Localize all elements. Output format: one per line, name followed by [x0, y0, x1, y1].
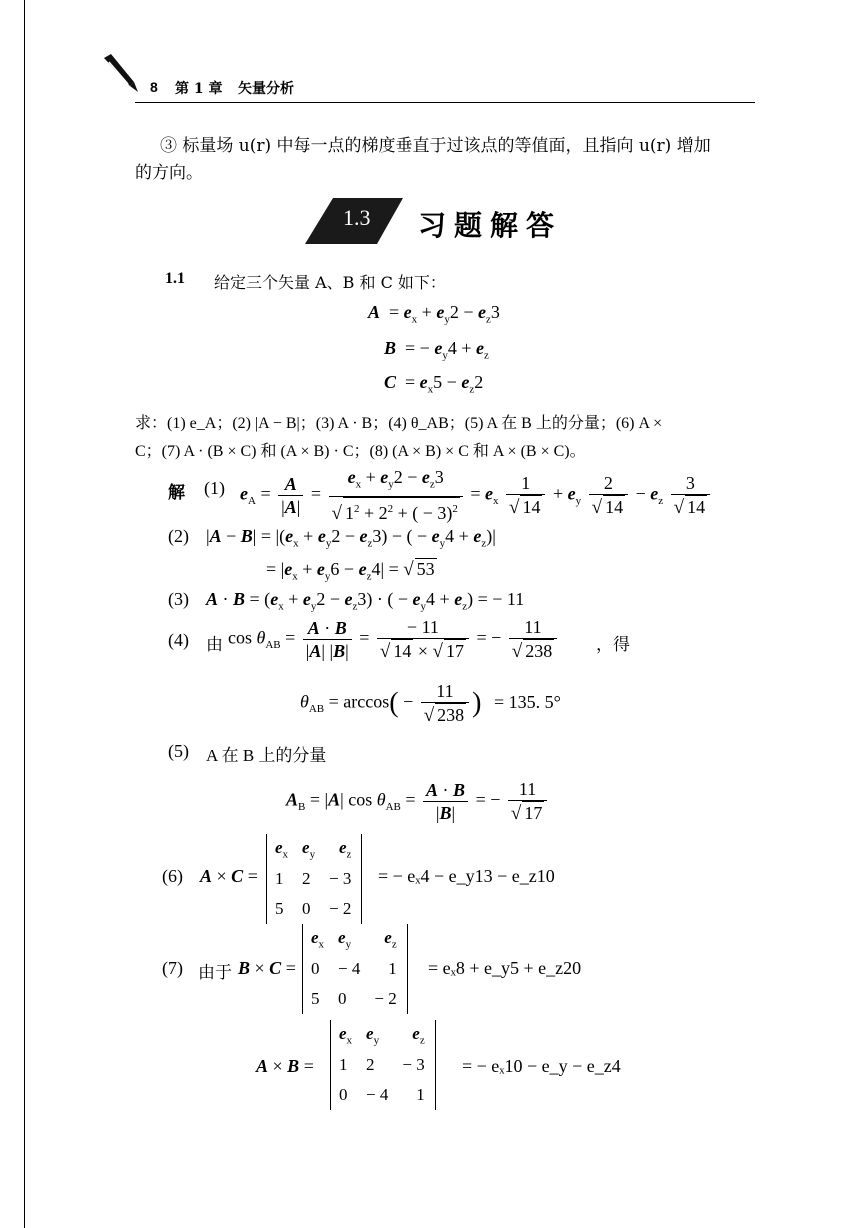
intro-line-1: ③ 标量场 u(r) 中每一点的梯度垂直于过该点的等值面，且指向 u(r) 增加 — [160, 136, 711, 156]
sol7-lhs: B × C = — [238, 958, 296, 978]
page-number: 8 — [150, 79, 158, 95]
equation-a: $A = e_x + e_y2 - e_z3$ — [368, 302, 500, 326]
sol4-expression: $\cos \theta_{AB}$ = $\frac{A \cdot B}{|A| |B|}$ = $\frac{- 11}{√ 14 \times √ 17}$ = − $\frac{11}{√ 238}$ — [228, 616, 560, 663]
section-number: 1.3 — [343, 205, 371, 230]
equation-c: $C = e_x5 - e_z2$ — [384, 372, 484, 396]
problem-label: 1.1 — [165, 270, 185, 287]
problem-statement: 给定三个矢量 A、B 和 C 如下： — [214, 273, 446, 292]
header-pen-icon — [100, 52, 140, 98]
question-line-1: 求：(1) e_A；(2) |A − B|；(3) A · B；(4) θ_AB；(5) A 在 B 上的分量；(6) A × — [135, 415, 663, 432]
sol2-label: (2) — [168, 526, 189, 546]
sol1-expression: $e_A$ = $\frac{A}{|A|}$ = $\frac{e_x + e_y2 - e_z3}{√ 1^2 + 2^2 + ( - 3)^2}$ = $e_x$ $\frac{1}{√ 14}$ + $e_y$ $\frac{2}{√ 14}$ − $e_z$ $\frac{3}{√ 14}$ — [240, 466, 713, 525]
chapter-label: 第 1 章 — [175, 81, 223, 97]
question-line-2: C；(7) A · (B × C) 和 (A × B) · C；(8) (A × B) × C 和 A × (B × C)。 — [135, 443, 586, 460]
sol3-label: (3) — [168, 589, 189, 609]
sol7b-lhs: A × B = — [256, 1056, 314, 1076]
sol6-label: (6) — [162, 866, 183, 886]
header-rule — [135, 102, 755, 103]
section-title: 习题解答 — [418, 209, 563, 242]
sol5-expression: $A_B = |A|$ $\cos \theta_{AB}$ = $\frac{A \cdot B}{|B|}$ = − $\frac{11}{√ 17}$ — [286, 778, 550, 825]
sol4-you: 由 — [206, 635, 223, 655]
sol7b-determinant: $e_x$ $e_y$ $e_z$ 1 2 − 3 0 − 4 1 — [330, 1020, 436, 1110]
sol7-you: 由于 — [198, 963, 232, 983]
sol4-label: (4) — [168, 630, 189, 650]
equation-b: B = − $e_y4 + e_z$ — [384, 338, 489, 362]
sol1-label: (1) — [204, 478, 225, 498]
sol3-expression: $A \cdot B = (e_x + e_y2 - e_z3)$ · ( − $e_y4 + e_z$) = − 11 — [206, 589, 525, 613]
intro-line-2: 的方向。 — [135, 163, 203, 183]
sol4-result: = 135. 5° — [494, 692, 561, 712]
sol7-result: = eₓ8 + e_y5 + e_z20 — [428, 958, 582, 978]
sol7-label: (7) — [162, 958, 183, 978]
solution-jie: 解 — [168, 483, 185, 503]
sol7-determinant: $e_x$ $e_y$ $e_z$ 0 − 4 1 5 0 − 2 — [302, 924, 408, 1014]
left-margin-line — [24, 0, 25, 1228]
sol6-lhs: A × C = — [200, 866, 258, 886]
sol2-line-2: = $|e_x + e_y6 - e_z4|$ = √ 53 — [266, 559, 435, 583]
sol6-determinant: $e_x$ $e_y$ $e_z$ 1 2 − 3 5 0 − 2 — [266, 834, 362, 924]
chapter-title: 矢量分析 — [238, 81, 294, 97]
sol2-line-1: $|A - B| = |(e_x + e_y2 - e_z3)$ − ( − $e_y4 + e_z)|$ — [206, 526, 496, 550]
sol4-de: ，得 — [596, 635, 630, 655]
sol7b-result: = − eₓ10 − e_y − e_z4 — [462, 1056, 621, 1076]
sol4-theta: $\theta_{AB} = \arccos$( − $\frac{11}{√ 238}$ ) — [300, 681, 482, 726]
sol6-result: = − eₓ4 − e_y13 − e_z10 — [378, 866, 555, 886]
sol5-text: A 在 B 上的分量 — [206, 746, 327, 765]
sol5-label: (5) — [168, 741, 189, 761]
